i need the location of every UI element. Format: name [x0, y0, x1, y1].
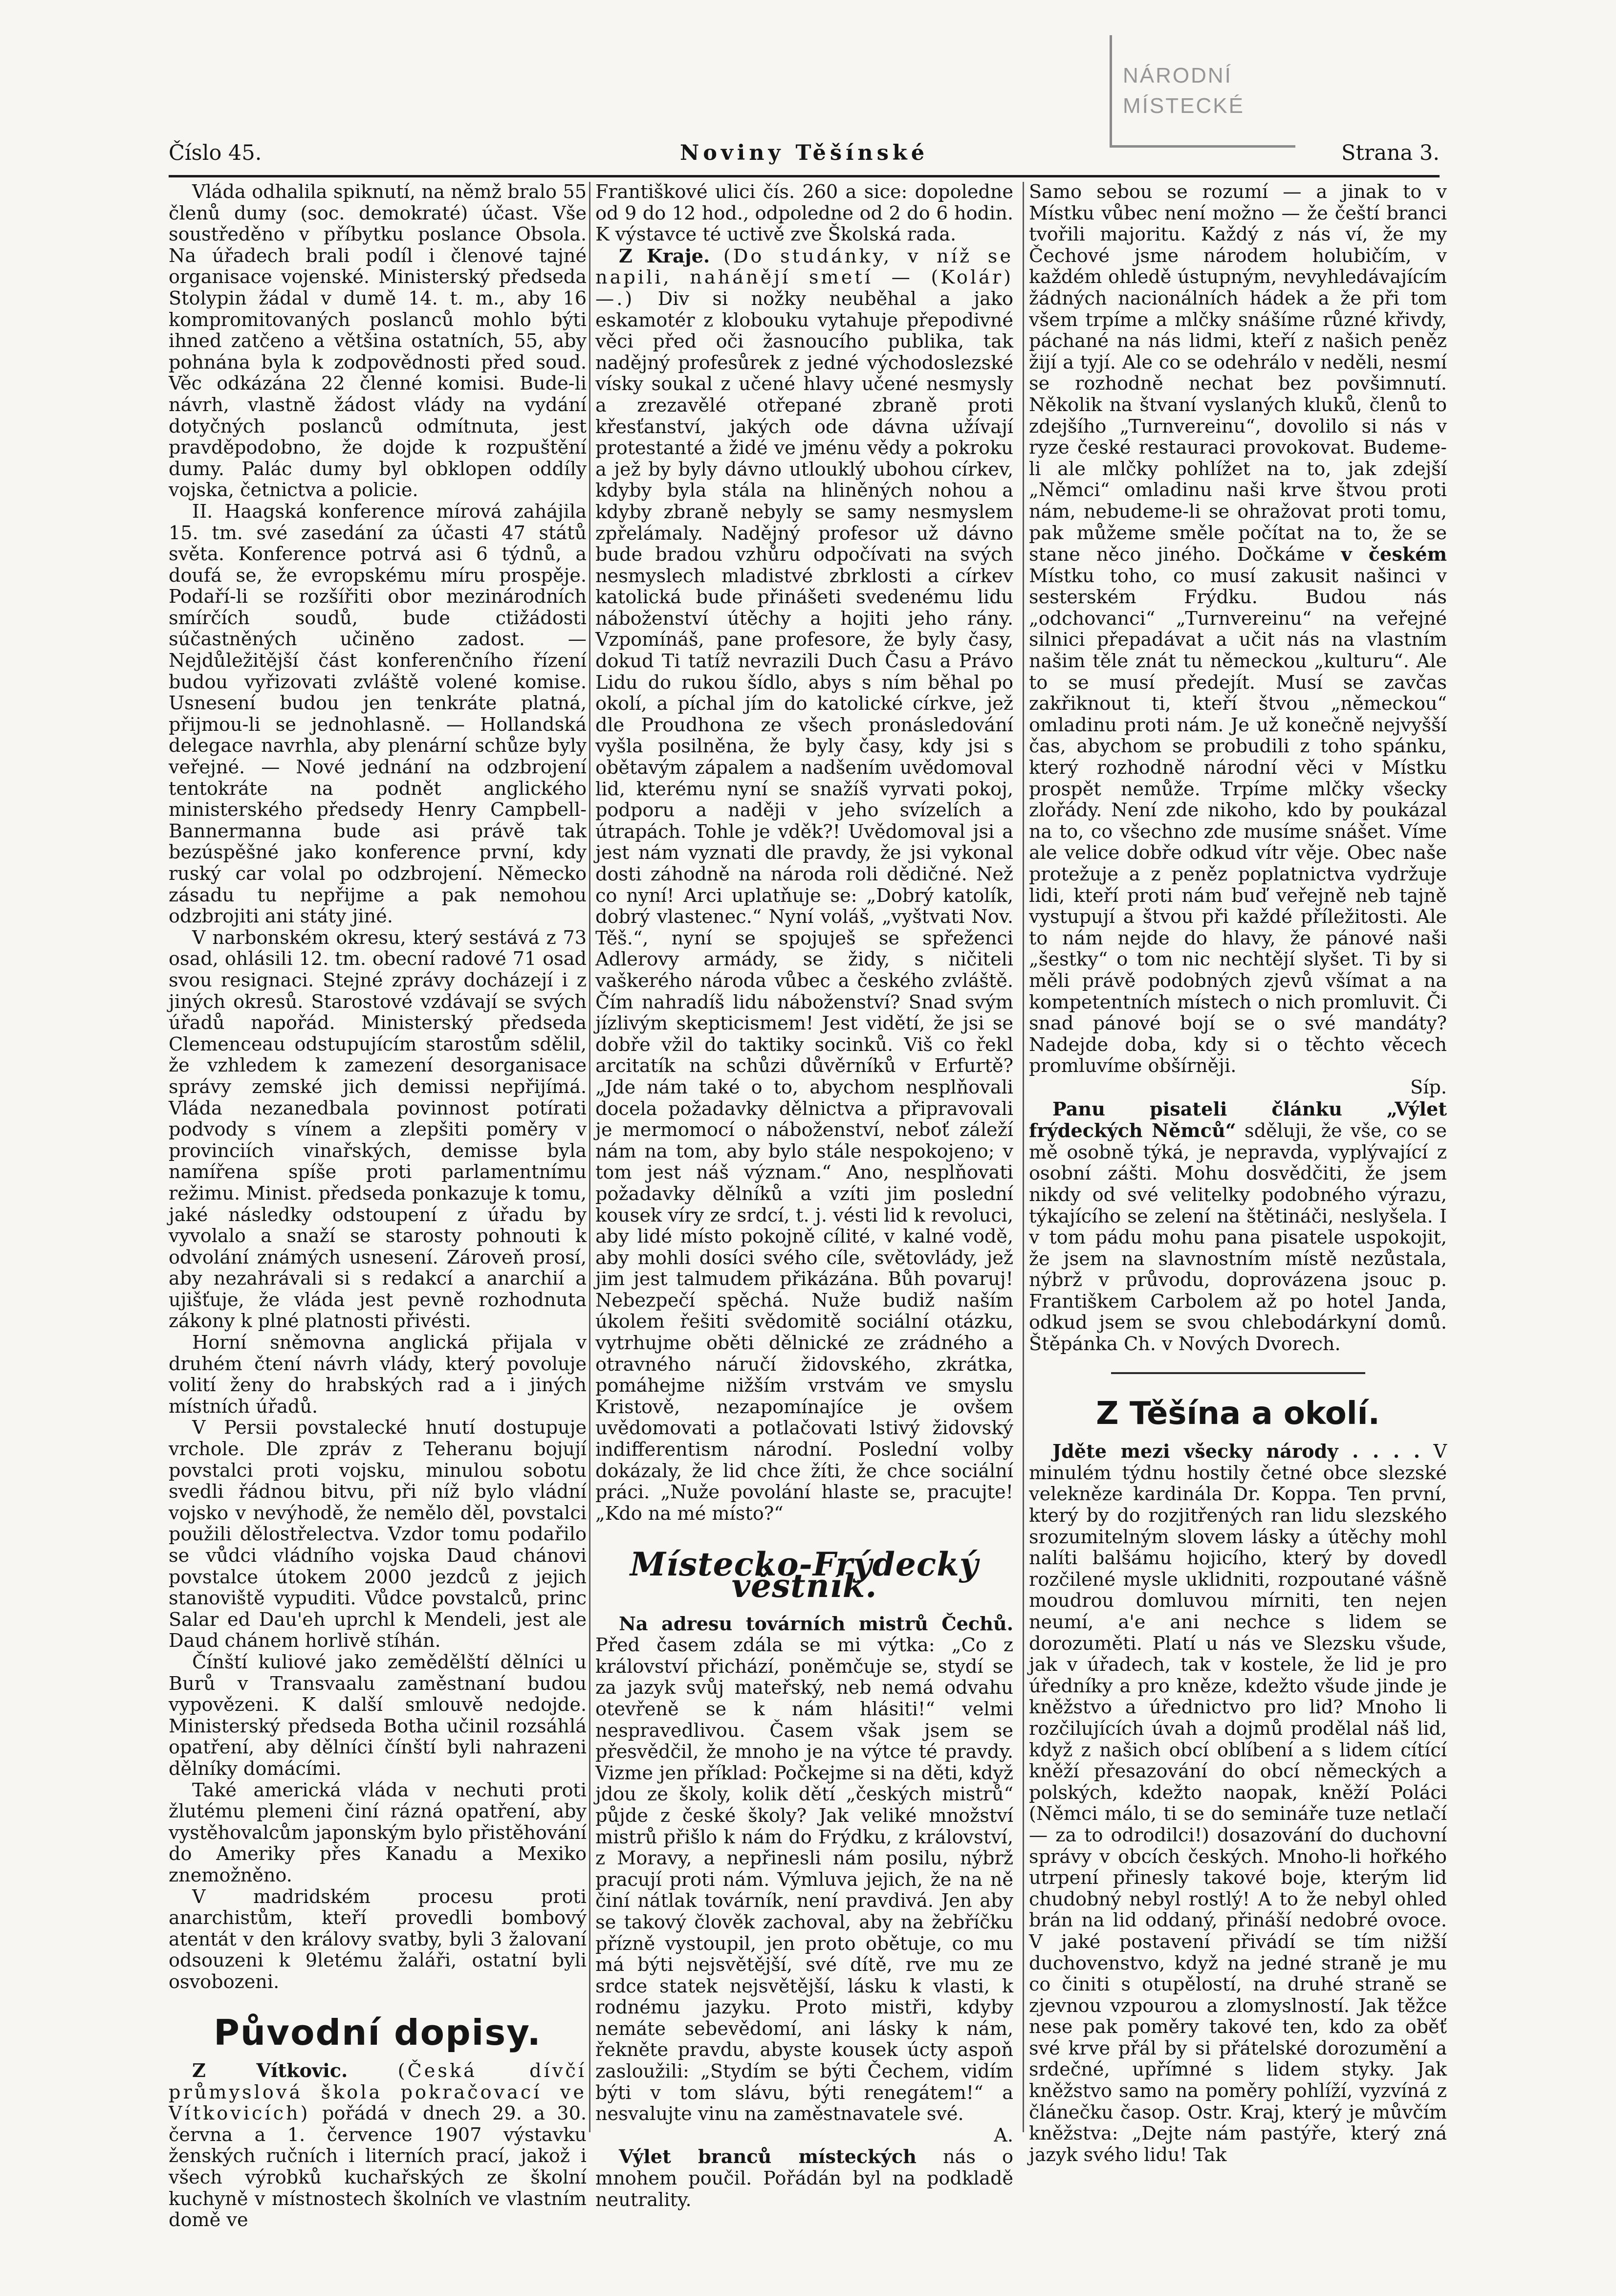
- newspaper-title: Noviny Těšínské: [679, 141, 929, 165]
- article-paragraph: [169, 2060, 587, 2231]
- section-heading-puvodni-dopisy: Původní dopisy.: [214, 2012, 542, 2054]
- article-paragraph: [595, 1614, 1013, 2125]
- article-paragraph: [595, 246, 1013, 1525]
- issue-number: Číslo 45.: [169, 141, 262, 165]
- article-paragraph: II. Haagská konference mírová zahájila 15. tm. své zasedání za účasti 47 států světa. Konference potrvá asi 6 týdnů, a doufá se, že evropskému míru prospěje. Podaří-li se rozšířiti obor mezinárodních smírčích soudů, bude ctižádosti súčastněných učiněno zadost. — Nejdůležitější část konferenčního řízení budou vyřizovati zvláště volené komise. Usnesení budou jen tenkráte platná, přijmou-li se jednohlasně. — Hollandská delegace navrhla, aby plenární schůze byly veřejné. — Nové jednání na odzbrojení tentokráte na podnět anglického ministerského předsedy Henry Campbell-Bannermanna bude asi právě tak bezúspěšné jako konference první, kdy ruský car volal po odzbrojení. Německo zásadu tu nepřijme a pak nemohou odzbrojiti ani státy jiné.: [169, 501, 587, 928]
- article-lead: Z Kraje.: [619, 245, 710, 267]
- article-lead: Výlet branců místeckých: [619, 2146, 917, 2168]
- article-paragraph: [1029, 1099, 1447, 1356]
- section-divider: [1111, 1372, 1365, 1374]
- page-header: [169, 141, 1440, 175]
- article-paragraph: Čínští kuliové jako zemědělští dělníci u Burů v Transvaalu zaměstnaní budou vypovězeni. K další smlouvě nedojde. Ministerský předseda Botha učinil rozsáhlá opatření, aby dělníci čínští byli nahrazeni dělníky domácími.: [169, 1651, 587, 1780]
- column-1: [169, 182, 587, 2231]
- article-paragraph: [595, 2146, 1013, 2211]
- article-lead: Jděte mezi všecky národy . . . .: [1052, 1441, 1420, 1463]
- article-paragraph: V Persii povstalecké hnutí dostupuje vrchole. Dle zpráv z Teheranu bojují povstalci proti vojsku, minulou sobotu svedli řádnou bitvu, při níž bylo vládní vojsko v nevýhodě, že nemělo děl, povstalci použili dělostřelectva. Vzdor tomu podařilo se vůdci vládního vojska Daud chánovi povstalce útokem 2000 jezdců z jejich stanoviště vypuditi. Vůdce povstalců, princ Salar ed Dau'eh uprchl k Mendeli, jest ale Daud chánem horlivě stíhán.: [169, 1417, 587, 1652]
- article-lead: Na adresu továrních mistrů Čechů.: [619, 1613, 1013, 1635]
- article-body: pořádá v dnech 29. a 30. června a 1. července 1907 výstavku ženských ručních i literních prací, jakož i všech výrobků kuchařských ze školní kuchyně v místnostech školních ve vlastním domě ve: [169, 2103, 587, 2231]
- article-body: Div si nožky neuběhal a jako eskamotér z klobouku vytahuje přepodivné věci před oči žasnoucího publika, tak nadějný profesůrek z jedné východoslezské vísky soukal z učené hlavy učené nesmysly a zrezavělé otřepané zbraně proti křesťanství, jakých ode dávna užívají protestanté a židé ve jménu vědy a pokroku a jež by byly dávno utlouklý ubohou církev, kdyby byla stála na hliněných nohou a kdyby zbraně nebyly se samy nesmyslem zpřelámaly. Nadějný profesor už dávno bude bradou vzhůru odpočívati na svých nesmyslech mladistvé zbrklosti a církev katolická bude přinášeti svedenému lidu náboženství útěchy a hojiti jeho rány. Vzpomínáš, pane profesore, že byly časy, dokud Ti tatíž nevrazili Duch Času a Právo Lidu do rukou šídlo, abys s ním běhal po okolí, a píchal jím do katolické církve, jež dle Proudhona ze všech pronásledování vyšla posilněna, že byly časy, kdy jsi s obětavým zápalem a nadšením uvědomoval lid, kterému nyní se snažíš vyrvati pokoj, podporu a naději v jeho svízelích a útrapách. Tohle je vděk?! Uvědomoval jsi a jest nám vyznati dle pravdy, že jsi vykonal dosti záhodně na národa roli dědičné. Než co nyní! Arci uplatňuje se: „Dobrý katolík, dobrý vlastenec.“ Nyní voláš, „vyštvati Nov. Těš.“, nyní se spojuješ se spřeženci Adlerovy armády, se židy, s ničiteli vaškerého národa vůbec a českého zvláště. Čím nahradíš lidu náboženství? Snad svým jízlivým skepticismem! Jest vidětí, že jsi se dobře vžil do taktiky socinků. Viš co řekl arcitatík na schůzi důvěrníků v Erfurtě? „Jde nám také o to, abychom nesplňovali docela požadavky dělnictva a připravovali je mermomocí o náboženství, neboť záleží nám na tom, aby bylo stále nespokojeno; v tom jest náš význam.“ Ano, nesplňovati požadavky dělníků a vzíti jim poslední kousek víry ze srdcí, t. j. vésti lid k revoluci, aby lidé místo pokojně cílité, v kalné vodě, aby mohli dosíci svého cíle, světovlády, jež jim jest talmudem přikázána. Bůh povaruj! Nebezpečí spěchá. Nuže budiž naším úkolem řešiti svědomitě sociální otázku, vytrhujme oběti dělnické ze zrádného a otravného náručí židovského, zkrátka, pomáhejme nižším vrstvám ve smyslu Kristově, nezapomínajíce je ovšem uvědomovati a potlačovati lstivý židovský indifferentism národní. Poslední volby dokázaly, že lid chce žíti, že chce sociální práci. „Nuže povolání hlaste se, pracujte! „Kdo na mé místo?“: [595, 288, 1013, 1525]
- column-3: [1029, 182, 1447, 2166]
- article-signature: A.: [994, 2124, 1013, 2146]
- article-paragraph: Také americká vláda v nechuti proti žlutému plemeni činí rázná opatření, aby vystěhovalcům japonským bylo přistěhování do Ameriky přes Kanadu a Mexiko znemožněno.: [169, 1779, 587, 1886]
- article-paragraph: V narbonském okresu, který sestává z 73 osad, ohlásili 12. tm. obecní radové 71 osad svou resignaci. Stejné zprávy docházejí i z jiných okresů. Starostové vzdávají se svých úřadů napořád. Ministerský předseda Clemenceau odstupujícím starostům sdělil, že vzhledem k zamezení desorganisace správy zemské jich demissi nepřijímá. Vláda nezanedbala povinnost potírati podvody s vínem a zlepšiti poměry v provinciích vinařských, demisse byla namířena spíše proti parlamentnímu režimu. Minist. předseda ponkazuje k tomu, jaké následky odstoupení z úřadu by vyvolalo a snaží se starosty pohnouti k odvolání známých usnesení. Zároveň prosí, aby nezahrávali si s redakcí a anarchií a ujišťuje, že vláda jest pevně rozhodnuta zákony k plné platnosti přivésti.: [169, 927, 587, 1333]
- article-paragraph: [1029, 182, 1447, 1077]
- article-body: Samo sebou se rozumí — a jinak to v Místku vůbec není možno — že čeští branci tvořili majoritu. Každý z nás ví, že my Čechové jsme národem holubičím, v každém ohledě ústupným, nevyhledávajícím žádných nacionálních hádek a že při tom všem trpíme a mlčky snášíme různé křivdy, páchané na nás lidmi, kteří z našich peněz žijí a tyjí. Ale co se odehrálo v neděli, nesmí se rozhodně nechat bez povšimnutí. Několik na štvaní vyslaných kluků, členů to zdejšího „Turnvereinu“, dovolilo si nás v ryze české restauraci provokovat. Budeme-li ale mlčky pohlížet na to, jak zdejší „Němci“ omladinu naši krve štvou proti nám, nebudeme-li se ohražovat proti tomu, pak můžeme směle počítat na to, že se stane něco jiného. Dočkáme: [1029, 181, 1447, 566]
- article-paragraph: V madridském procesu proti anarchistům, kteří provedli bombový atentát v den královy svatby, byli 3 žalovaní odsouzeni k 9letému žaláři, ostatní byli osvobozeni.: [169, 1886, 587, 1993]
- stamp-line-2: MÍSTECKÉ: [1123, 94, 1245, 118]
- section-heading-mistecko-frydecky: Místecko-Frýdecký věstník.: [630, 1545, 979, 1605]
- article-body: Místku toho, co musí zakusit našinci v sesterském Frýdku. Budou nás „odchovanci“ „Turnvereinu“ na veřejné silnici přepadávat a učit nás na vlastním našim těle znát tu německou „kulturu“. Ale to se musí předejít. Musí se zavčas zakřiknout ti, kteří štvou „německou“ omladinu proti nám. Je už konečně nejvyšší čas, abychom se probudili z toho spánku, který rozhodně národní věci v Místku prospět nemůže. Trpíme mlčky všecky zlořády. Není zde nikoho, kdo by poukázal na to, co všechno zde musíme snášet. Víme ale velice dobře odkud vítr věje. Obec naše protežuje a z peněz poplatnictva vydržuje lidi, kteří proti nám buď veřejně neb tajně vystupují a štvou při každé příležitosti. Ale to nám nejde do hlavy, že pánové naši „šestky“ o tom nic nechtějí slyšet. Ti by si měli právě podobných zjevů všímat a na kompetentních místech o nich promluvit. Či snad pánové bojí se o své mandáty? Nadejde doba, kdy si o těchto věcech promluvíme obšírněji.: [1029, 565, 1447, 1077]
- library-stamp: [1110, 35, 1295, 148]
- article-body: nás o mnohem poučil. Pořádán byl na podkladě neutrality.: [595, 2146, 1014, 2211]
- article-body: sděluji, že vše, co se mě osobně týká, je nepravda, vyplývající z osobní zášti. Mohu dosvědčiti, že jsem nikdy od své velitelky podobného výrazu, týkajícího se zelení na štětináči, neslyšela. I v tom pádu mohu pana pisatele uspokojit, že jsem na slavnostním místě nezůstala, nýbrž v průvodu, doprovázena jsouc p. Františkem Carbolem až po hotel Janda, odkud jsem se svou chlebodárkyní domů. Štěpánka Ch. v Nových Dvorech.: [1029, 1120, 1447, 1356]
- article-body: Před časem zdála se mi výtka: „Co z království přichází, poněmčuje se, stydí se za jazyk svůj mateřský, neb nemá odvahu otevřeně se k nám hlásiti!“ velmi nespravedlivou. Časem však jsem se přesvědčil, že mnoho je na výtce té pravdy. Vizme jen příklad: Počkejme si na děti, když jdou ze školy, kolik dětí „českých mistrů“ půjde z české školy? Jak veliké množství mistrů přišlo k nám do Frýdku, z království, z Moravy, a nepřinesli nám posilu, nýbrž pracují proti nám. Výmluva jejich, že na ně činí nátlak továrník, není pravdivá. Jen aby se takový člověk zachoval, aby na žebříčku přízně vystoupil, jen proto obětuje, co mu má býti nejsvětější, své dítě, rve mu ze srdce statek nejsvětější, lásku k vlasti, k rodnému jazyku. Proto mistři, kdyby nemáte sebevědomí, ani lásky k nám, řekněte pravdu, abyste kousek úcty aspoň zasloužili: „Stydím se býti Čechem, vidím býti v tom slávu, býti renegátem!“ a nesvalujte vinu na zaměstnavatele své.: [595, 1635, 1013, 2125]
- stamp-line-1: NÁRODNÍ: [1123, 64, 1232, 87]
- column-separator-1: [589, 182, 590, 2132]
- article-paragraph: Vláda odhalila spiknutí, na němž bralo 55 členů dumy (soc. demokraté) účast. Vše soustředěno v příbytku poslance Obsola. Na úřadech brali podíl i členové tajné organisace vojenské. Ministerský předseda Stolypin žádal v dumě 14. t. m., aby 16 kompromitovaných poslanců mohlo býti ihned zatčeno a většina ostatních, 55, aby pohnána byla k zodpovědnosti před soud. Věc odkázána 22 členné komisi. Bude-li návrh, vlastně žádost vlády na vydání dotyčných poslanců odmítnuta, jest pravděpodobno, že dojde k rozpuštění dumy. Palác dumy byl obklopen oddíly vojska, četnictva a policie.: [169, 181, 587, 502]
- column-separator-2: [1023, 182, 1024, 2132]
- article-body: V minulém týdnu hostily četné obce slezské velekněze kardinála Dr. Koppa. Ten první, který by do rozjitřených ran lidu slezského srozumitelným slovem lásky a útěchy mohl nalíti balšámu hojicího, který by dovedl rozčilené mysle uklidniti, rozpoutané vášně moudrou domluvou mírniti, ten nejen neumí, a'e ani nechce s lidem se dorozuměti. Platí u nás ve Slezsku všude, jak v úřadech, tak v kostele, že lid je pro úředníky a pro kněze, kdežto všude jinde je kněžstvo a úřednictvo pro lid? Mnoho li rozčilujících úvah a dojmů prodělal náš lid, když z našich obcí oblíbení a s lidem cítící kněží přesazování do obcí německých a polských, kdežto naopak, kněží Poláci (Němci málo, ti se do semináře tuze netlačí — za to odrodilci!) dosazování do duchovní správy v obcích českých. Mnoho-li hořkého utrpení přinesly takové boje, kterým lid chudobný nebyl rostlý! A to že nebyl ohled brán na lid oddaný, přináší nedobré ovoce. V jaké postavení přivádí se tím nižší duchovenstvo, když na jedné straně je mu co činiti s otupělostí, na druhé straně se zjevnou vzpourou a zlomyslností. Jak těžce nese pak poměry takové ten, kdo za oběť své krve přál by si přátelské dorozumění a srdečné, upřímné s lidem styky. Jak kněžstvo samo na poměry pohlíží, vyzvíná z článečku časop. Ostr. Kraj, který je můvčím kněžstva: „Dejte nám pastýře, který zná jazyk svého lidu! Tak: [1029, 1441, 1447, 2166]
- bold-text: v českém: [1341, 544, 1447, 566]
- header-rule: [169, 175, 1440, 177]
- page-number: Strana 3.: [1341, 141, 1440, 165]
- spaced-text: (Česká dívčí průmyslová škola pokračovací ve Vítkovicích): [169, 2060, 587, 2125]
- article-lead: Panu pisateli článku „Výlet frýdeckých Němců“: [1029, 1098, 1447, 1142]
- section-heading-z-tesina: Z Těšína a okolí.: [1096, 1395, 1380, 1432]
- column-2: [595, 182, 1013, 2211]
- article-signature: Síp.: [1410, 1076, 1447, 1098]
- article-paragraph: [1029, 1441, 1447, 2166]
- spaced-text: (Do studánky, v níž se napili, nahánějí smetí — (Kolár) —.): [595, 245, 1013, 310]
- article-paragraph: Františkové ulici čís. 260 a sice: dopoledne od 9 do 12 hod., odpoledne od 2 do 6 hodin. K výstavce té uctivě zve Školská rada.: [595, 181, 1013, 246]
- article-lead: Z Vítkovic.: [192, 2060, 348, 2082]
- article-paragraph: Horní sněmovna anglická přijala v druhém čtení návrh vlády, který povoluje volití ženy do hrabských rad a i jiných místních úřadů.: [169, 1332, 587, 1418]
